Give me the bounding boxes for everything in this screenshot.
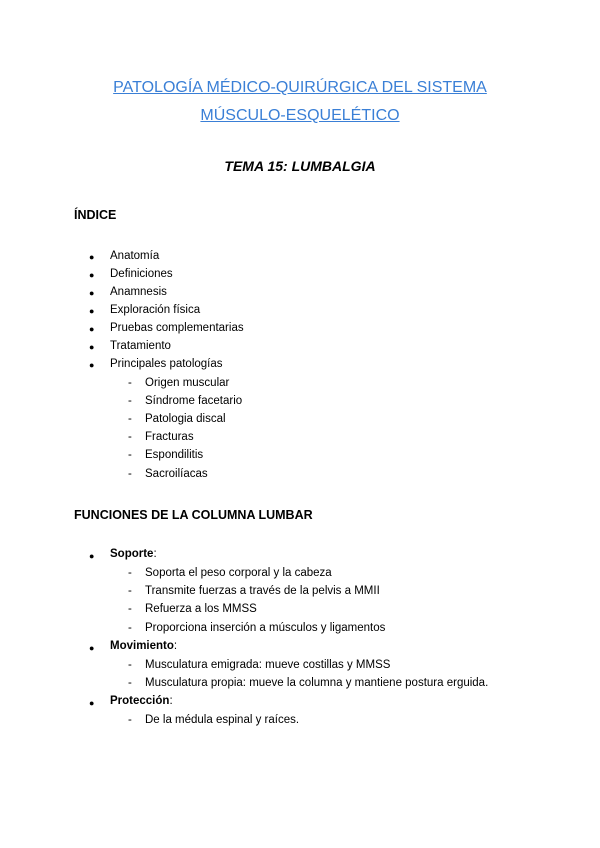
movimiento-label (110, 640, 177, 652)
bullet-icon: ● (89, 288, 95, 298)
bullet-icon: ● (89, 270, 95, 280)
dash-icon: - (128, 585, 132, 597)
sub-list-item: Síndrome facetario (145, 395, 243, 407)
sub-list-item: Fracturas (145, 431, 194, 443)
sub-list-item: Proporciona inserción a músculos y ligamentos (145, 622, 386, 634)
soporte-label-suffix: : (153, 548, 157, 560)
list-item: Anamnesis (110, 286, 167, 298)
dash-icon: - (128, 714, 132, 726)
sub-list-item: Sacroilíacas (145, 468, 208, 480)
sub-list-item: Soporta el peso corporal y la cabeza (145, 567, 332, 579)
sub-list-item: Musculatura emigrada: mueve costillas y MMSS (145, 659, 391, 671)
dash-icon: - (128, 659, 132, 671)
dash-icon: - (128, 413, 132, 425)
list-item: Anatomía (110, 250, 160, 262)
bullet-icon: ● (89, 252, 95, 262)
tema-title: TEMA 15: LUMBALGIA (224, 158, 376, 174)
list-item: Definiciones (110, 268, 173, 280)
dash-icon: - (128, 622, 132, 634)
dash-icon: - (128, 449, 132, 461)
bullet-icon: ● (89, 551, 95, 561)
indice-heading: ÍNDICE (74, 208, 117, 222)
sub-list-item: Patologia discal (145, 413, 226, 425)
list-item: Principales patologías (110, 358, 223, 370)
soporte-label-text: Soporte (110, 548, 154, 560)
document-title-line1: PATOLOGÍA MÉDICO-QUIRÚRGICA DEL SISTEMA (113, 79, 487, 96)
bullet-icon: ● (89, 306, 95, 316)
list-item: Pruebas complementarias (110, 322, 244, 334)
movimiento-label-text: Movimiento (110, 640, 174, 652)
list-item: Tratamiento (110, 340, 171, 352)
dash-icon: - (128, 468, 132, 480)
dash-icon: - (128, 567, 132, 579)
dash-icon: - (128, 677, 132, 689)
dash-icon: - (128, 395, 132, 407)
bullet-icon: ● (89, 698, 95, 708)
dash-icon: - (128, 377, 132, 389)
dash-icon: - (128, 603, 132, 615)
proteccion-label (110, 695, 173, 707)
sub-list-item: De la médula espinal y raíces. (145, 714, 300, 726)
movimiento-label-suffix: : (173, 640, 178, 652)
funciones-heading: FUNCIONES DE LA COLUMNA LUMBAR (74, 508, 313, 522)
soporte-label (110, 548, 157, 560)
sub-list-item: Origen muscular (145, 377, 230, 389)
sub-list-item: Refuerza a los MMSS (145, 603, 257, 615)
bullet-icon: ● (89, 643, 95, 653)
sub-list-item: Transmite fuerzas a través de la pelvis a MMII (145, 585, 380, 597)
sub-list-item: Espondilitis (145, 449, 204, 461)
sub-list-item: Musculatura propia: mueve la columna y mantiene postura erguida. (145, 677, 489, 689)
bullet-icon: ● (89, 360, 95, 370)
dash-icon: - (128, 431, 132, 443)
list-item: Exploración física (110, 304, 201, 316)
bullet-icon: ● (89, 324, 95, 334)
proteccion-label-suffix: : (169, 695, 173, 707)
document-title-line2: MÚSCULO-ESQUELÉTICO (200, 107, 400, 124)
proteccion-label-text: Protección (110, 695, 170, 707)
bullet-icon: ● (89, 342, 95, 352)
